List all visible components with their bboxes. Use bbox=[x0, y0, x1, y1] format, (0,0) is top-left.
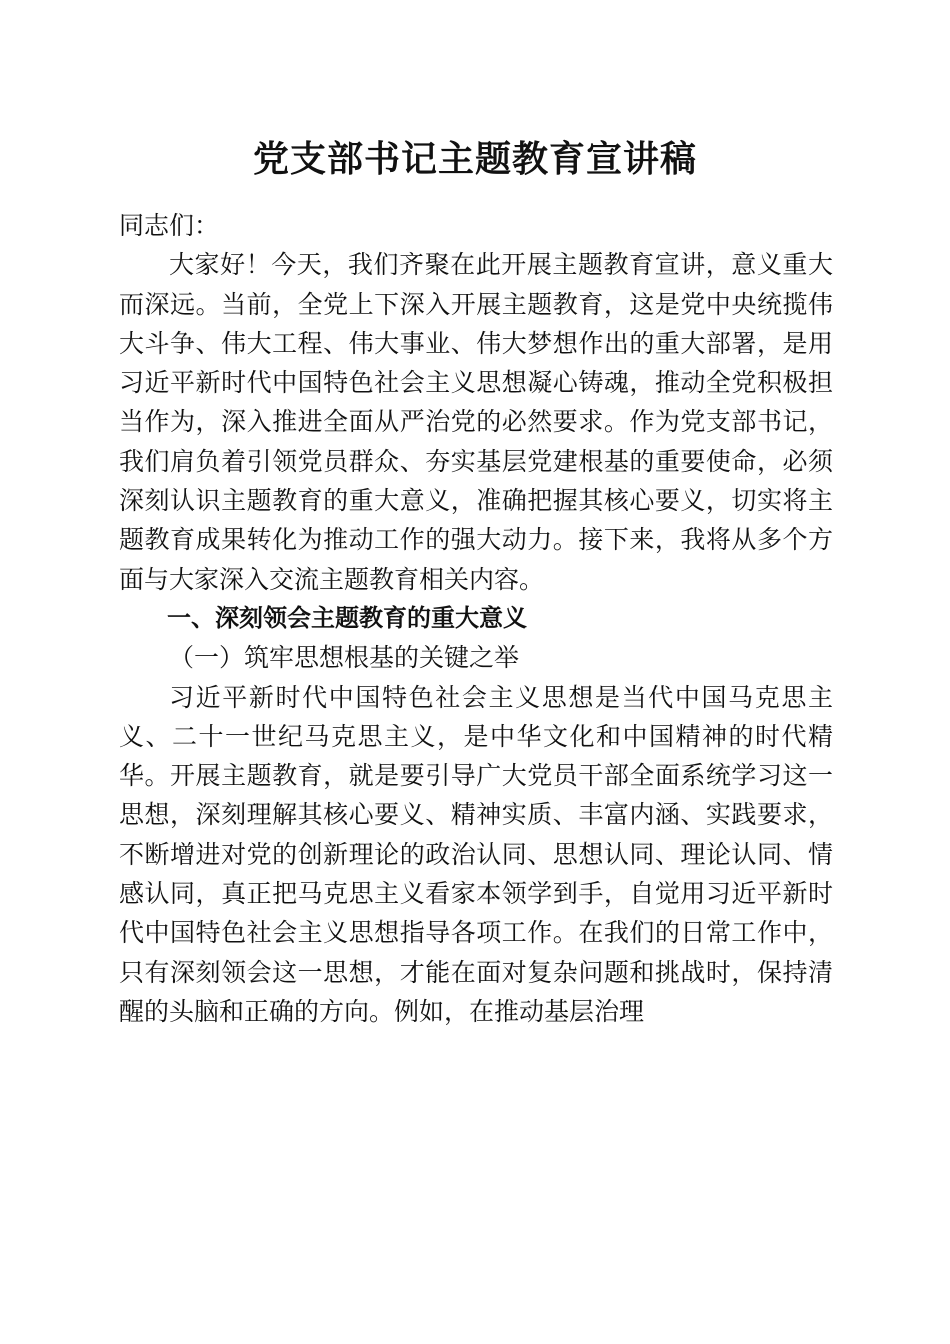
section-heading-1: 一、深刻领会主题教育的重大意义 bbox=[167, 603, 527, 632]
subsection-heading-1-1: （一）筑牢思想根基的关键之举 bbox=[169, 643, 520, 673]
salutation: 同志们： bbox=[119, 211, 220, 240]
paragraph-intro: 大家好！今天，我们齐聚在此开展主题教育宣讲，意义重大而深远。当前，全党上下深入开展主题教育，这是党中央统揽伟大斗争、伟大工程、伟大事业、伟大梦想作出的重大部署，是用习近平新时代中国特色社会主义思想凝心铸魂，推动全党积极担当作为，深入推进全面从严治党的必然要求。作为党支部书记，我们肩负着引领党员群众、夯实基层党建根基的重要使命，必须深刻认识主题教育的重大意义，准确把握其核心要义，切实将主题教育成果转化为推动工作的强大动力。接下来，我将从多个方面与大家深入交流主题教育相关内容。 bbox=[119, 250, 833, 594]
document-title: 党支部书记主题教育宣讲稿 bbox=[252, 138, 697, 180]
document-body bbox=[119, 206, 833, 1031]
paragraph-section-1-1: 习近平新时代中国特色社会主义思想是当代中国马克思主义、二十一世纪马克思主义，是中华文化和中国精神的时代精华。开展主题教育，就是要引导广大党员干部全面系统学习这一思想，深刻理解其核心要义、精神实质、丰富内涵、实践要求，不断增进对党的创新理论的政治认同、思想认同、理论认同、情感认同，真正把马克思主义看家本领学到手，自觉用习近平新时代中国特色社会主义思想指导各项工作。在我们的日常工作中，只有深刻领会这一思想，才能在面对复杂问题和挑战时，保持清醒的头脑和正确的方向。例如，在推动基层治理 bbox=[119, 682, 833, 1026]
